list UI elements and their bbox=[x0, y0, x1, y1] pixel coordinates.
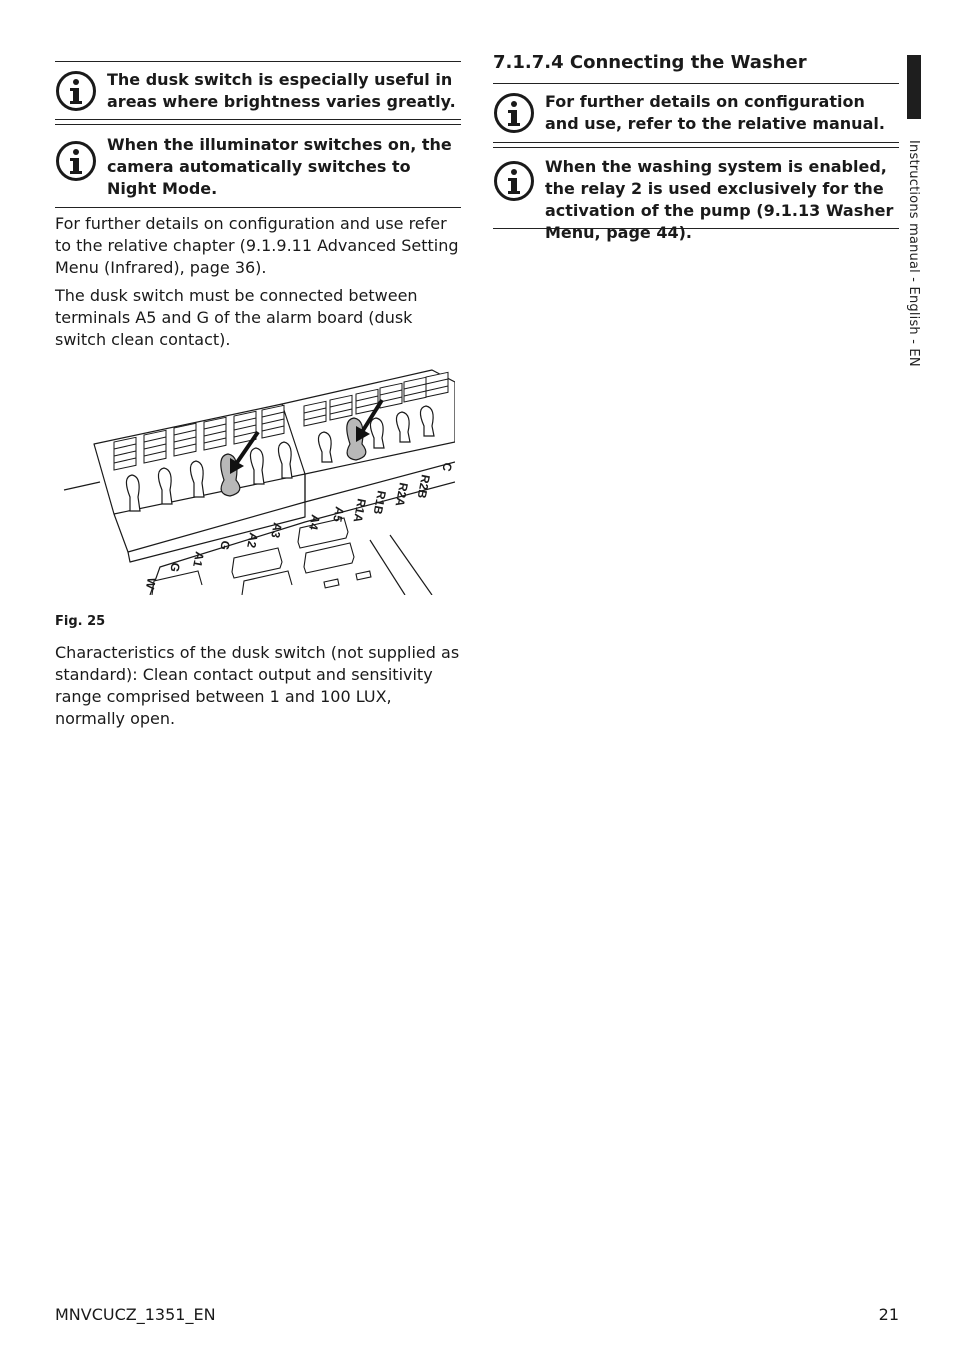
note-text: When the washing system is enabled, the relay 2 is used exclusively for the activation of the pump (9.1.13 Washer Menu, page 44). bbox=[545, 157, 894, 242]
side-tab-marker bbox=[907, 55, 921, 119]
terminal-label-g1: G bbox=[167, 561, 183, 574]
terminal-label-r2a: R2A bbox=[392, 481, 411, 508]
paragraph-characteristics: Characteristics of the dusk switch (not supplied as standard): Clean contact output and sensitivity range comprised between 1 and 100 LUX, normally open. bbox=[55, 643, 460, 728]
section-heading: 7.1.7.4 Connecting the Washer bbox=[493, 52, 807, 73]
info-note-washer-manual bbox=[493, 83, 899, 143]
info-icon bbox=[55, 70, 97, 112]
info-icon bbox=[55, 140, 97, 182]
note-text: The dusk switch is especially useful in areas where brightness varies greatly. bbox=[107, 70, 456, 111]
terminal-label-a2: A2 bbox=[244, 531, 261, 550]
paragraph-connection: The dusk switch must be connected between terminals A5 and G of the alarm board (dusk switch clean contact). bbox=[55, 286, 418, 349]
terminal-board-drawing bbox=[60, 362, 455, 595]
terminal-label-a5: A5 bbox=[330, 505, 347, 524]
footer-page-number: 21 bbox=[878, 1305, 899, 1324]
info-icon bbox=[493, 160, 535, 202]
paragraph-config-reference: For further details on configuration and use refer to the relative chapter (9.1.9.11 Advanced Setting Menu (Infrared), page 36). bbox=[55, 214, 459, 277]
terminal-label-r1a: R1A bbox=[350, 497, 369, 524]
terminal-label-r1b: R1B bbox=[370, 489, 389, 516]
terminal-label-w: W bbox=[142, 576, 159, 591]
info-note-night-mode bbox=[55, 124, 461, 208]
terminal-label-a4: A4 bbox=[306, 513, 323, 532]
terminal-label-r2b: R2B bbox=[414, 473, 433, 500]
terminal-board-figure bbox=[60, 362, 455, 595]
info-note-washer-relay bbox=[493, 147, 899, 242]
info-note-dusk-switch bbox=[55, 61, 461, 120]
terminal-label-g2: G bbox=[217, 539, 233, 552]
footer-doc-code: MNVCUCZ_1351_EN bbox=[55, 1305, 216, 1324]
info-icon bbox=[493, 92, 535, 134]
terminal-label-edge: C bbox=[439, 461, 455, 473]
figure-caption: Fig. 25 bbox=[55, 614, 106, 629]
note-text: When the illuminator switches on, the camera automatically switches to Night Mode. bbox=[107, 135, 452, 198]
terminal-label-a3: A3 bbox=[268, 521, 285, 540]
note-text: For further details on configuration and use, refer to the relative manual. bbox=[545, 92, 885, 133]
side-running-title: Instructions manual - English - EN bbox=[906, 140, 921, 367]
terminal-label-a1: A1 bbox=[190, 550, 207, 569]
